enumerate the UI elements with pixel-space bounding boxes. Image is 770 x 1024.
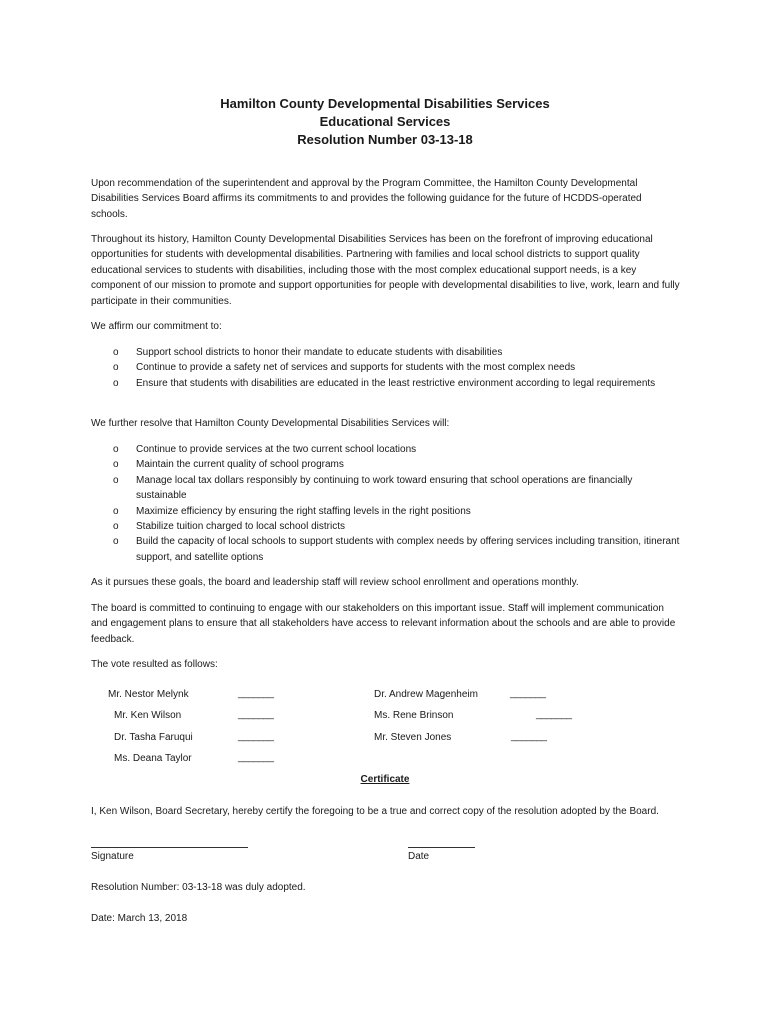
resolve-intro: We further resolve that Hamilton County Developmental Disabilities Services will:: [91, 418, 450, 429]
bullet-marker: o: [113, 521, 119, 533]
bullet-marker: o: [113, 536, 119, 548]
list-item: o Continue to provide services at the two current school locations: [91, 442, 681, 457]
list-item: o Stabilize tuition charged to local school districts: [91, 519, 681, 534]
bullet-marker: o: [113, 362, 119, 374]
resolution-number-heading: Resolution Number 03-13-18: [297, 132, 473, 147]
voter-name: Mr. Steven Jones: [374, 732, 452, 743]
list-item: o Ensure that students with disabilities are educated in the least restrictive environment according to legal requirements: [91, 376, 681, 391]
list-item: o Continue to provide a safety net of services and supports for students with the most complex needs: [91, 360, 681, 375]
affirm-list: [91, 345, 681, 391]
voter-name: Mr. Ken Wilson: [114, 710, 182, 721]
vote-blank: _______: [238, 731, 274, 742]
list-item: o Maximize efficiency by ensuring the right staffing levels in the right positions: [91, 504, 681, 519]
vote-blank: _______: [511, 731, 547, 742]
resolve-list: [91, 442, 681, 565]
intro-paragraph: Upon recommendation of the superintendent and approval by the Program Committee, the Hamilton County Developmental Disabilities Services Board affirms its commitments to and provides the following guidance for the future of HCDDS-operated schools.: [91, 178, 642, 220]
bullet-marker: o: [113, 377, 119, 389]
list-item: o Maintain the current quality of school programs: [91, 457, 681, 472]
doc-title: Hamilton County Developmental Disabilities Services: [220, 96, 550, 111]
doc-subtitle: Educational Services: [319, 114, 451, 129]
date-line: [408, 847, 475, 848]
vote-blank: _______: [238, 752, 274, 763]
list-item: o Manage local tax dollars responsibly by continuing to work toward ensuring that school operations are financially sustainable: [113, 474, 633, 502]
vote-blank: _______: [510, 688, 546, 699]
adoption-date: Date: March 13, 2018: [91, 913, 188, 924]
signature-label: Signature: [91, 851, 134, 862]
history-paragraph: Throughout its history, Hamilton County Developmental Disabilities Services has been on the forefront of improving educational opportunities for students with developmental disabilities. Partnering with families and local school districts to support quality educational services to students with disabilities, including those with the most complex educational support needs, is a key component of our mission to promote and support opportunities for people with developmental disabilities to live, work, learn and fully participate in their communities.: [91, 234, 680, 307]
bullet-marker: o: [113, 347, 119, 358]
vote-intro: The vote resulted as follows:: [91, 659, 218, 670]
signature-line: [91, 847, 248, 848]
voter-name: Ms. Deana Taylor: [114, 753, 192, 764]
vote-blank: _______: [238, 709, 274, 720]
vote-blank: _______: [238, 688, 274, 699]
bullet-marker: o: [113, 505, 119, 517]
list-item: o Support school districts to honor their mandate to educate students with disabilities: [91, 345, 681, 360]
voter-name: Dr. Tasha Faruqui: [114, 732, 193, 743]
bullet-marker: o: [113, 444, 119, 455]
bullet-marker: o: [113, 474, 119, 486]
voter-name: Ms. Rene Brinson: [374, 710, 454, 721]
date-label: Date: [408, 851, 430, 862]
vote-blank: _______: [536, 709, 572, 720]
voter-name: Mr. Nestor Melynk: [108, 689, 189, 700]
bullet-marker: o: [113, 459, 119, 471]
affirm-intro: We affirm our commitment to:: [91, 321, 222, 332]
stakeholders-paragraph: The board is committed to continuing to engage with our stakeholders on this important issue. Staff will implement communication and engagement plans to ensure that all stakeholders have access to relevant information about the schools and are able to provide feedback.: [91, 603, 676, 645]
certificate-title: Certificate: [360, 774, 410, 785]
adoption-statement: Resolution Number: 03-13-18 was duly adopted.: [91, 882, 306, 893]
voter-name: Dr. Andrew Magenheim: [374, 689, 478, 700]
review-paragraph: As it pursues these goals, the board and leadership staff will review school enrollment and operations monthly.: [91, 577, 579, 588]
certification-statement: I, Ken Wilson, Board Secretary, hereby certify the foregoing to be a true and correct copy of the resolution adopted by the Board.: [91, 806, 659, 817]
list-item: o Build the capacity of local schools to support students with complex needs by offering services including transition, itinerant support, and satellite options: [113, 536, 680, 563]
